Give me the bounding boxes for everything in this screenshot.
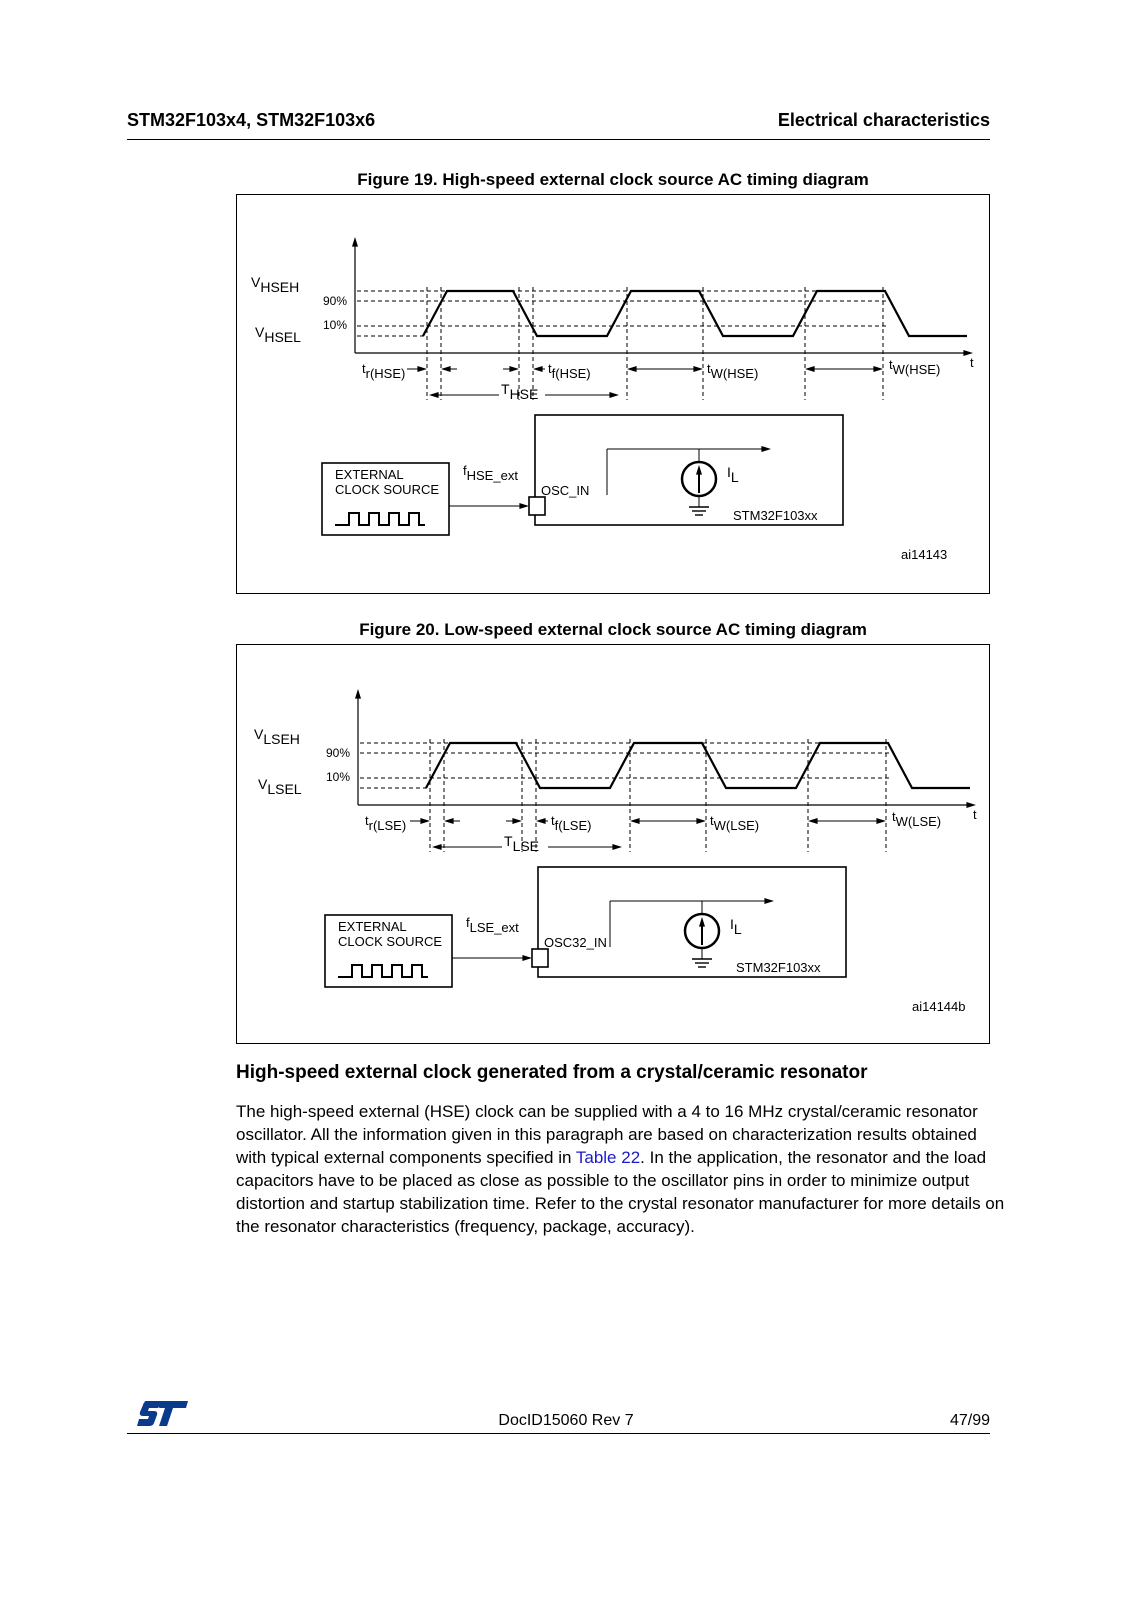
v-high-label-main: V bbox=[251, 274, 261, 290]
il-label bbox=[727, 464, 739, 485]
arrow-head bbox=[609, 392, 619, 398]
arrow-head bbox=[512, 818, 522, 824]
arrow-head bbox=[509, 366, 519, 372]
arrow-head bbox=[444, 818, 454, 824]
v-low-label bbox=[255, 324, 301, 345]
tw2-label-main: t bbox=[892, 809, 896, 824]
il-label-sub: L bbox=[730, 469, 739, 485]
tw1-label-sub: W(LSE) bbox=[713, 818, 760, 833]
paragraph-text-1: The high-speed external (HSE) clock can be supplied with a 4 to 16 MHz crystal/ceramic resonator oscillator. All the information given in this paragraph are based on characterization results obtained with typical external components specified in bbox=[236, 1102, 978, 1167]
tf-label bbox=[548, 361, 591, 381]
f-ext-label bbox=[463, 463, 518, 483]
v-high-label-sub: HSEH bbox=[260, 279, 300, 295]
arrow-head bbox=[519, 503, 529, 509]
figure-20-diagram bbox=[236, 644, 990, 1044]
tr-label-main: t bbox=[365, 813, 369, 828]
tw1-label bbox=[707, 361, 758, 381]
period-label-sub: HSE bbox=[509, 386, 539, 402]
tw1-label-sub: W(HSE) bbox=[710, 366, 759, 381]
clock-waveform bbox=[426, 743, 970, 788]
arrow-head bbox=[764, 898, 774, 904]
tr-label-sub: r(LSE) bbox=[368, 818, 407, 833]
v-high-label bbox=[254, 726, 300, 747]
v-low-label-sub: LSEL bbox=[267, 781, 302, 797]
tf-label-main: t bbox=[548, 361, 552, 376]
arrow-head bbox=[612, 844, 622, 850]
f-ext-label-sub: HSE_ext bbox=[466, 468, 518, 483]
timing-diagram-svg bbox=[237, 645, 991, 1045]
figure-ref: ai14143 bbox=[901, 547, 948, 562]
tw2-label-sub: W(LSE) bbox=[895, 814, 942, 829]
f-ext-label-main: f bbox=[463, 463, 467, 478]
ext-label-2: CLOCK SOURCE bbox=[338, 934, 443, 949]
table-22-link[interactable]: Table 22 bbox=[575, 1148, 641, 1167]
v-low-label bbox=[258, 776, 302, 797]
tw1-label-main: t bbox=[707, 361, 711, 376]
pct10-label: 10% bbox=[323, 318, 348, 332]
tr-label-sub: r(HSE) bbox=[365, 366, 406, 381]
arrow-head bbox=[441, 366, 451, 372]
device-label: STM32F103xx bbox=[736, 960, 821, 975]
diagram-group bbox=[254, 689, 977, 1014]
osc-pin-label: OSC_IN bbox=[541, 483, 590, 498]
arrow-head bbox=[417, 366, 427, 372]
arrow-head bbox=[432, 844, 442, 850]
clock-waveform bbox=[423, 291, 967, 336]
header-section-title: Electrical characteristics bbox=[777, 110, 990, 130]
y-axis-arrow bbox=[355, 689, 361, 699]
body-paragraph bbox=[236, 1100, 1006, 1238]
tw2-label bbox=[892, 809, 941, 829]
square-wave-icon bbox=[338, 965, 428, 977]
figure-19-caption: Figure 19. High-speed external clock source AC timing diagram bbox=[357, 170, 869, 189]
period-label-sub: LSE bbox=[512, 838, 540, 854]
y-axis-arrow bbox=[352, 237, 358, 247]
period-label-main: T bbox=[501, 381, 510, 397]
il-label-main: I bbox=[730, 916, 734, 932]
arrow-head bbox=[873, 366, 883, 372]
arrow-head bbox=[533, 366, 543, 372]
il-label-sub: L bbox=[733, 921, 742, 937]
tf-label-main: t bbox=[551, 813, 555, 828]
diagram-group bbox=[251, 237, 974, 562]
pct90-label: 90% bbox=[323, 294, 348, 308]
figure-19-diagram bbox=[236, 194, 990, 594]
il-label-main: I bbox=[727, 464, 731, 480]
paragraph-text-2: . In the application, the resonator and the load capacitors have to be placed as close as possible to the oscillator pins in order to minimize output distortion and startup stabilization time. Refer to the crystal resonator manufacturer for more details on the resonator characteristics (frequency, package, accuracy). bbox=[236, 1148, 1005, 1236]
osc-pin-square bbox=[529, 497, 545, 515]
arrow-head bbox=[805, 366, 815, 372]
f-ext-label-sub: LSE_ext bbox=[469, 920, 519, 935]
tw2-label-main: t bbox=[889, 357, 893, 372]
figure-20-caption: Figure 20. Low-speed external clock source AC timing diagram bbox=[359, 620, 867, 639]
header-rule bbox=[127, 139, 990, 140]
arrow-head bbox=[696, 818, 706, 824]
v-high-label bbox=[251, 274, 299, 295]
arrow-head bbox=[420, 818, 430, 824]
osc-pin-label: OSC32_IN bbox=[544, 935, 607, 950]
v-high-label-main: V bbox=[254, 726, 264, 742]
tf-label bbox=[551, 813, 591, 833]
pct90-label: 90% bbox=[326, 746, 351, 760]
tf-label-sub: f(LSE) bbox=[554, 818, 592, 833]
f-ext-label-main: f bbox=[466, 915, 470, 930]
arrow-head bbox=[522, 955, 532, 961]
v-low-label-main: V bbox=[255, 324, 265, 340]
ext-label-2: CLOCK SOURCE bbox=[335, 482, 440, 497]
device-label: STM32F103xx bbox=[733, 508, 818, 523]
pct10-label: 10% bbox=[326, 770, 351, 784]
header-doc-title: STM32F103x4, STM32F103x6 bbox=[127, 110, 376, 130]
current-source-arrow bbox=[696, 465, 702, 475]
v-high-label-sub: LSEH bbox=[263, 731, 300, 747]
arrow-head bbox=[808, 818, 818, 824]
t-axis-label: t bbox=[973, 807, 977, 822]
square-wave-icon bbox=[335, 513, 425, 525]
arrow-head bbox=[627, 366, 637, 372]
period-label bbox=[504, 833, 539, 854]
tr-label bbox=[365, 813, 406, 833]
arrow-head bbox=[429, 392, 439, 398]
footer-doc-id: DocID15060 Rev 7 bbox=[498, 1412, 634, 1429]
osc-pin-square bbox=[532, 949, 548, 967]
arrow-head bbox=[693, 366, 703, 372]
arrow-head bbox=[761, 446, 771, 452]
tf-label-sub: f(HSE) bbox=[551, 366, 591, 381]
arrow-head bbox=[630, 818, 640, 824]
il-label bbox=[730, 916, 742, 937]
figure-ref: ai14144b bbox=[912, 999, 966, 1014]
f-ext-label bbox=[466, 915, 519, 935]
t-axis-label: t bbox=[970, 355, 974, 370]
tw2-label bbox=[889, 357, 940, 377]
v-low-label-sub: HSEL bbox=[264, 329, 301, 345]
footer-page-number: 47/99 bbox=[949, 1412, 990, 1429]
footer-rule bbox=[127, 1433, 990, 1434]
arrow-head bbox=[876, 818, 886, 824]
v-low-label-main: V bbox=[258, 776, 268, 792]
period-label bbox=[501, 381, 538, 402]
tr-label-main: t bbox=[362, 361, 366, 376]
section-heading: High-speed external clock generated from a crystal/ceramic resonator bbox=[236, 1062, 868, 1083]
timing-diagram-svg bbox=[237, 195, 991, 595]
ext-label-1: EXTERNAL bbox=[338, 919, 407, 934]
tw1-label bbox=[710, 813, 759, 833]
current-source-arrow bbox=[699, 917, 705, 927]
tr-label bbox=[362, 361, 405, 381]
ext-label-1: EXTERNAL bbox=[335, 467, 404, 482]
tw1-label-main: t bbox=[710, 813, 714, 828]
arrow-head bbox=[536, 818, 546, 824]
period-label-main: T bbox=[504, 833, 513, 849]
tw2-label-sub: W(HSE) bbox=[892, 362, 941, 377]
